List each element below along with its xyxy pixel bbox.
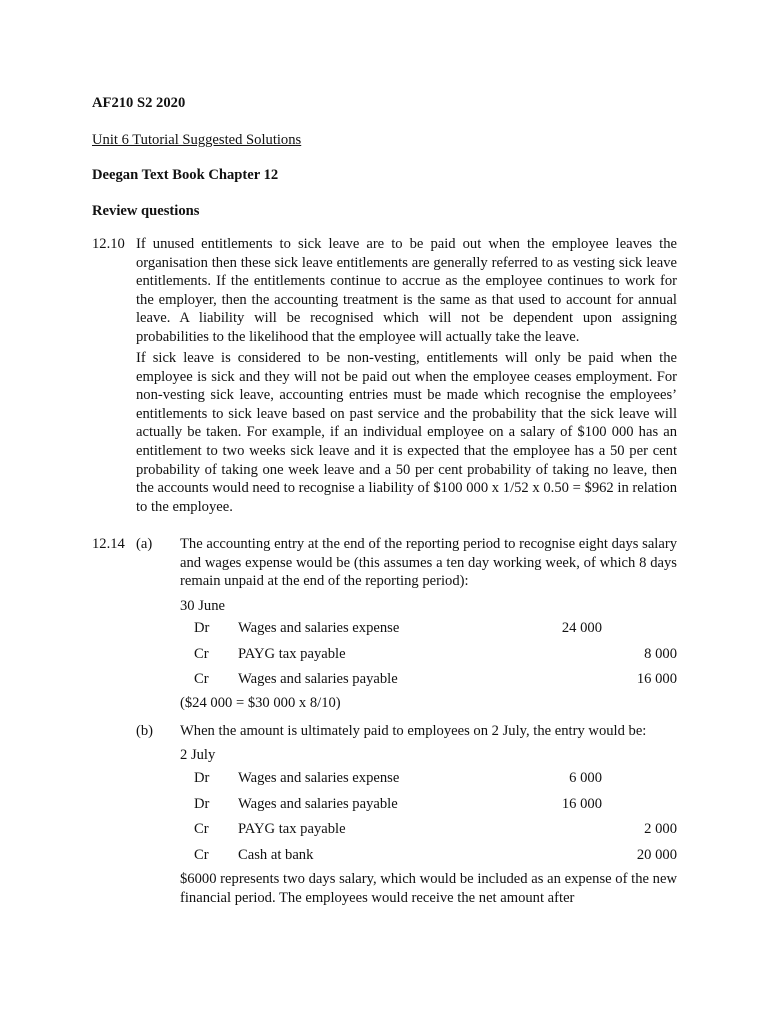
question-number-1210: 12.10 bbox=[92, 236, 125, 252]
entry-debit: 16 000 bbox=[561, 796, 602, 812]
entry-side: Cr bbox=[194, 671, 209, 687]
part-b-date: 2 July bbox=[180, 747, 216, 763]
entry-credit: 8 000 bbox=[644, 646, 677, 662]
doc-subtitle: Unit 6 Tutorial Suggested Solutions bbox=[92, 132, 302, 148]
part-a-label: (a) bbox=[136, 536, 153, 552]
entry-account: Cash at bank bbox=[238, 847, 314, 863]
entry-credit: 16 000 bbox=[636, 671, 677, 687]
question-number-1214: 12.14 bbox=[92, 536, 125, 552]
entry-side: Cr bbox=[194, 847, 209, 863]
part-b-note: $6000 represents two days salary, which would be included as an expense of the new financial period. The employees would receive the net amount after bbox=[180, 871, 677, 906]
entry-credit: 20 000 bbox=[636, 847, 677, 863]
entry-debit: 24 000 bbox=[561, 620, 602, 636]
entry-account: PAYG tax payable bbox=[238, 646, 346, 662]
entry-account: Wages and salaries expense bbox=[238, 620, 400, 636]
entry-side: Dr bbox=[194, 796, 210, 812]
entry-account: Wages and salaries payable bbox=[238, 796, 398, 812]
entry-side: Dr bbox=[194, 620, 210, 636]
section-heading: Review questions bbox=[92, 203, 200, 219]
entry-side: Cr bbox=[194, 646, 209, 662]
entry-account: PAYG tax payable bbox=[238, 821, 346, 837]
entry-credit: 2 000 bbox=[644, 821, 677, 837]
entry-account: Wages and salaries payable bbox=[238, 671, 398, 687]
part-a-date: 30 June bbox=[180, 598, 225, 614]
doc-code: AF210 S2 2020 bbox=[92, 95, 186, 111]
entry-side: Cr bbox=[194, 821, 209, 837]
part-a-text: The accounting entry at the end of the reporting period to recognise eight days salary and wages expense would be (this assumes a ten day working week, of which 8 days remain unpaid at the end of the reporting period): bbox=[180, 536, 677, 590]
part-b-text: When the amount is ultimately paid to employees on 2 July, the entry would be: bbox=[180, 723, 647, 739]
q1210-paragraph-2: If sick leave is considered to be non-vesting, entitlements will only be paid when the employee is sick and they will not be paid out when the employee ceases employment. For non-vesting sick leave, accounting entries must be made which recognise the employees’ entitlements to sick leave based on past service and the probability that the sick leave will actually be taken. For example, if an individual employee on a salary of $100 000 has an entitlement to two weeks sick leave and it is expected that the employee has a 50 per cent probability of taking one week leave and a 50 per cent probability of taking no leave, then the accounts would need to recognise a liability of $100 000 x 1/52 x 0.50 = $962 in relation to the employee. bbox=[136, 350, 677, 515]
entry-account: Wages and salaries expense bbox=[238, 770, 400, 786]
part-b-label: (b) bbox=[136, 723, 154, 739]
q1210-paragraph-1: If unused entitlements to sick leave are to be paid out when the employee leaves the organisation then these sick leave entitlements are generally referred to as vesting sick leave entitlements. If the entitlements continue to accrue as the employee continues to work for the employer, then the accounting treatment is the same as that used to account for annual leave. A liability will be recognised which will not be dependent upon assigning probabilities to the likelihood that the employee will actually take the leave. bbox=[136, 236, 677, 345]
entry-debit: 6 000 bbox=[569, 770, 602, 786]
entry-side: Dr bbox=[194, 770, 210, 786]
chapter-heading: Deegan Text Book Chapter 12 bbox=[92, 167, 279, 183]
part-a-note: ($24 000 = $30 000 x 8/10) bbox=[180, 695, 341, 711]
